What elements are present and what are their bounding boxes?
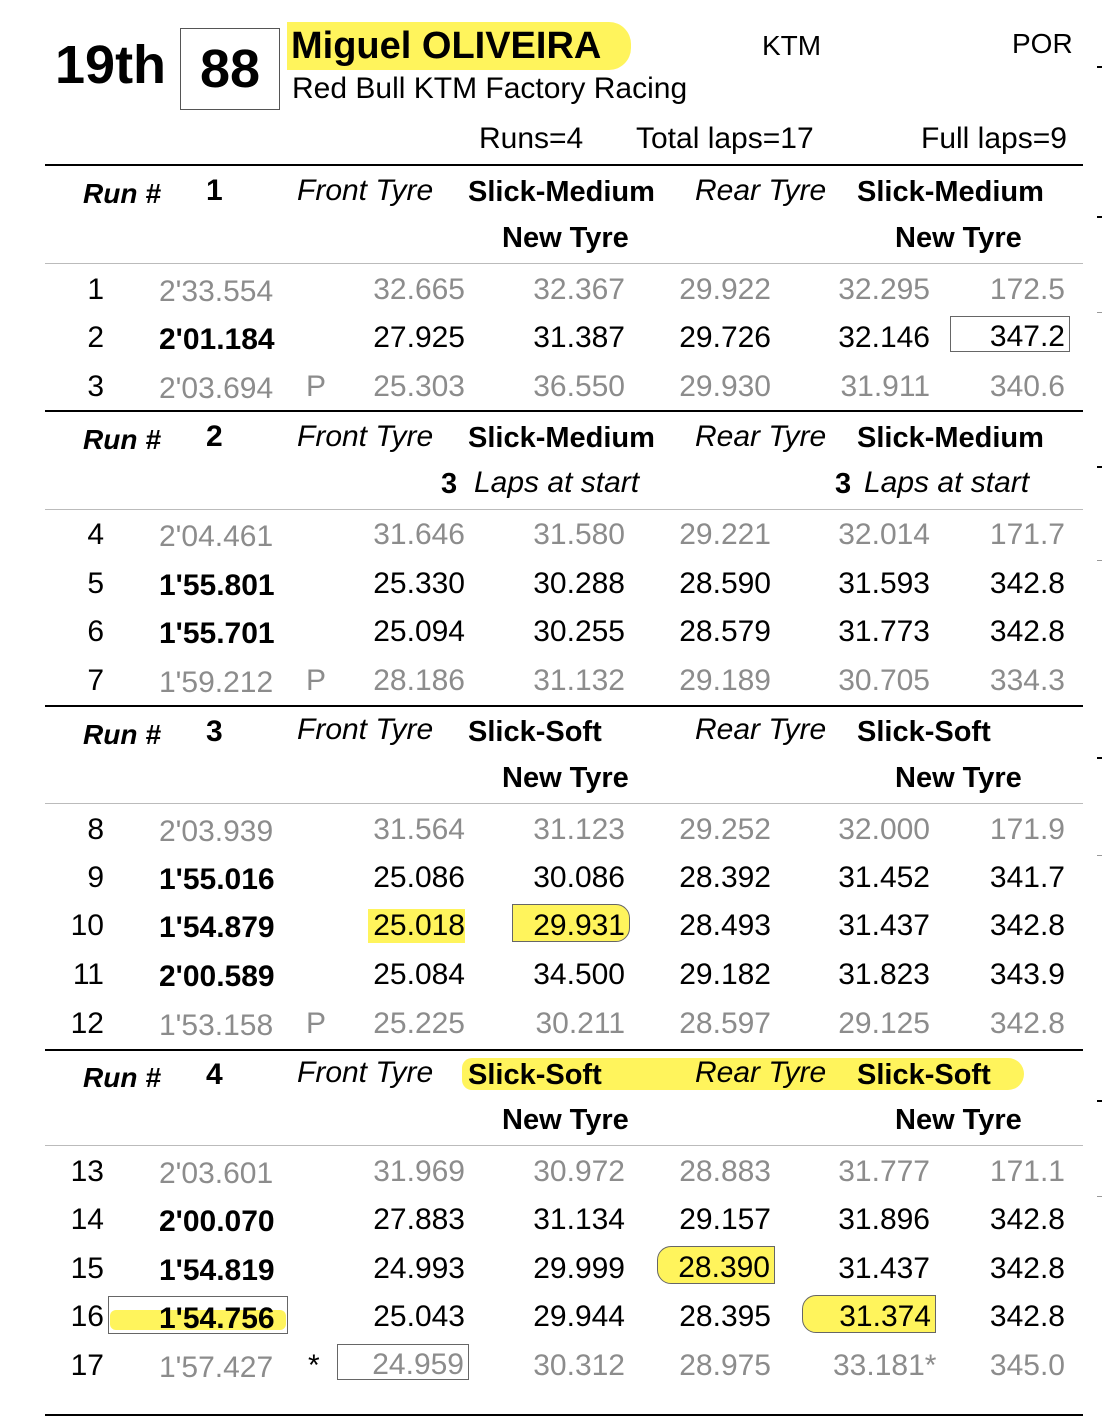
thin-divider	[45, 1145, 1083, 1146]
sector-1: 25.225	[373, 1007, 465, 1040]
edge-tick	[1097, 560, 1102, 561]
divider	[45, 164, 1083, 166]
lap-time: 2'03.694	[159, 372, 274, 405]
rear-tyre-compound: Slick-Soft	[857, 1059, 991, 1091]
lap-number: 12	[70, 1007, 104, 1040]
top-speed: 334.3	[989, 664, 1065, 697]
divider	[45, 410, 1083, 412]
sector-1: 28.186	[373, 664, 465, 697]
lap-time: 1'54.879	[159, 911, 275, 944]
top-speed: 340.6	[989, 370, 1065, 403]
lap-number: 16	[70, 1300, 104, 1333]
sector-4: 30.705	[838, 664, 930, 697]
thin-divider	[45, 803, 1083, 804]
sector-1: 25.330	[373, 567, 465, 600]
sector-4: 31.896	[838, 1203, 930, 1236]
front-tyre-label: Front Tyre	[297, 174, 434, 207]
run-number: 4	[206, 1058, 223, 1091]
sector-4: 32.000	[838, 813, 930, 846]
sector-3: 29.189	[679, 664, 771, 697]
run-label: Run #	[83, 1062, 161, 1093]
sector-4: 31.593	[838, 567, 930, 600]
lap-time: 2'03.939	[159, 815, 274, 848]
sector-4: 31.437	[838, 1252, 930, 1285]
sector-2: 30.255	[533, 615, 625, 648]
lap-number: 6	[87, 615, 104, 648]
divider	[45, 705, 1083, 707]
sector-1: 31.646	[373, 518, 465, 551]
sector-1: 27.883	[373, 1203, 465, 1236]
sector-3: 29.157	[679, 1203, 771, 1236]
front-tyre-status: Laps at start	[474, 466, 640, 499]
lap-time: 1'59.212	[159, 666, 274, 699]
top-speed: 342.8	[989, 909, 1065, 942]
sector-2: 29.999	[533, 1252, 625, 1285]
top-speed: 343.9	[989, 958, 1065, 991]
sector-2: 32.367	[533, 273, 625, 306]
sector-3: 29.252	[679, 813, 771, 846]
lap-time: 2'00.589	[159, 960, 275, 993]
lap-time: 2'00.070	[159, 1205, 275, 1238]
lap-number: 10	[70, 909, 104, 942]
top-speed: 342.8	[989, 1007, 1065, 1040]
sector-4: 32.295	[838, 273, 930, 306]
top-speed: 171.1	[989, 1155, 1065, 1188]
sector-1: 25.084	[373, 958, 465, 991]
sector-4: 31.437	[838, 909, 930, 942]
lap-number: 2	[87, 321, 104, 354]
sector-2: 36.550	[533, 370, 625, 403]
sector-4: 31.911	[840, 370, 930, 403]
sector-4: 31.777	[838, 1155, 930, 1188]
edge-tick	[1097, 855, 1102, 856]
runs-count: Runs=4	[479, 122, 584, 155]
run-number: 2	[206, 420, 223, 453]
rear-laps-at-start-count: 3	[835, 468, 852, 500]
lap-number: 13	[70, 1155, 104, 1188]
lap-number: 3	[87, 370, 104, 403]
run-label: Run #	[83, 424, 161, 455]
front-tyre-status: New Tyre	[502, 1104, 629, 1136]
top-speed: 342.8	[989, 1252, 1065, 1285]
team-name: Red Bull KTM Factory Racing	[292, 72, 688, 105]
sector-2: 29.931	[512, 904, 630, 942]
pit-marker: P	[306, 370, 327, 403]
lap-number: 9	[87, 861, 104, 894]
front-tyre-compound: Slick-Medium	[468, 176, 655, 208]
top-speed: 347.2	[950, 316, 1070, 352]
sector-4: 33.181*	[833, 1349, 937, 1382]
sector-4: 31.374	[802, 1295, 936, 1333]
classification-position: 19th	[55, 35, 167, 95]
pit-marker: P	[306, 664, 327, 697]
sector-2: 30.086	[533, 861, 625, 894]
sector-1: 25.043	[373, 1300, 465, 1333]
lap-number: 7	[87, 664, 104, 697]
lap-number: 4	[87, 518, 104, 551]
sector-4: 29.125	[838, 1007, 930, 1040]
front-tyre-label: Front Tyre	[297, 420, 434, 453]
sector-3: 28.392	[679, 861, 771, 894]
sector-3: 29.930	[679, 370, 771, 403]
front-tyre-label: Front Tyre	[297, 1056, 434, 1089]
top-speed: 341.7	[989, 861, 1065, 894]
sector-2: 31.123	[533, 813, 625, 846]
top-speed: 171.9	[989, 813, 1065, 846]
top-speed: 171.7	[989, 518, 1065, 551]
top-speed: 172.5	[989, 273, 1065, 306]
edge-tick	[1097, 216, 1102, 218]
sector-4: 32.146	[838, 321, 930, 354]
sector-2: 31.132	[533, 664, 625, 697]
rider-number: 88	[180, 28, 280, 110]
run-label: Run #	[83, 178, 161, 209]
sector-3: 29.221	[679, 518, 771, 551]
sector-1: 24.993	[373, 1252, 465, 1285]
edge-tick	[1097, 757, 1102, 759]
edge-tick	[1097, 1196, 1102, 1197]
front-tyre-status: New Tyre	[502, 222, 629, 254]
sector-1: 25.018	[368, 909, 465, 943]
sector-3: 28.975	[679, 1349, 771, 1382]
sector-4: 31.773	[838, 615, 930, 648]
rear-tyre-compound: Slick-Medium	[857, 176, 1044, 208]
sector-1: 32.665	[373, 273, 465, 306]
divider	[45, 1414, 1083, 1416]
sector-1: 25.086	[373, 861, 465, 894]
sector-3: 28.579	[679, 615, 771, 648]
lap-time: 1'55.801	[159, 569, 275, 602]
rear-tyre-label: Rear Tyre	[695, 420, 827, 453]
lap-time: 1'54.756	[159, 1302, 275, 1335]
sector-3: 28.883	[679, 1155, 771, 1188]
top-speed: 342.8	[989, 615, 1065, 648]
sector-1: 25.303	[373, 370, 465, 403]
sector-3: 29.726	[679, 321, 771, 354]
lap-time: 2'01.184	[159, 323, 275, 356]
sector-3: 28.590	[679, 567, 771, 600]
rear-tyre-status: New Tyre	[895, 762, 1022, 794]
sector-2: 29.944	[533, 1300, 625, 1333]
total-laps: Total laps=17	[636, 122, 814, 155]
full-laps: Full laps=9	[921, 122, 1067, 155]
rear-tyre-label: Rear Tyre	[695, 713, 827, 746]
lap-number: 15	[70, 1252, 104, 1285]
lap-number: 5	[87, 567, 104, 600]
sector-3: 28.395	[679, 1300, 771, 1333]
thin-divider	[45, 263, 1083, 264]
run-label: Run #	[83, 719, 161, 750]
edge-tick	[1097, 66, 1102, 68]
rear-tyre-label: Rear Tyre	[695, 1056, 827, 1089]
divider	[45, 1049, 1083, 1051]
sector-2: 30.288	[533, 567, 625, 600]
sector-3: 29.922	[679, 273, 771, 306]
sector-2: 31.580	[533, 518, 625, 551]
sector-3: 28.493	[679, 909, 771, 942]
sector-2: 31.387	[533, 321, 625, 354]
lap-time: 1'53.158	[159, 1009, 274, 1042]
top-speed: 345.0	[989, 1349, 1065, 1382]
manufacturer: KTM	[762, 30, 822, 61]
lap-number: 1	[87, 273, 104, 306]
edge-tick	[1097, 466, 1102, 468]
top-speed: 342.8	[989, 1203, 1065, 1236]
sector-1: 31.969	[373, 1155, 465, 1188]
front-tyre-status: New Tyre	[502, 762, 629, 794]
pit-marker: P	[306, 1007, 327, 1040]
lap-time: 2'03.601	[159, 1157, 274, 1190]
lap-time: 1'57.427	[159, 1351, 274, 1384]
edge-tick	[1097, 1100, 1102, 1102]
rear-tyre-status: Laps at start	[864, 466, 1030, 499]
lap-number: 8	[87, 813, 104, 846]
front-laps-at-start-count: 3	[441, 468, 458, 500]
sector-2: 30.972	[533, 1155, 625, 1188]
rider-name: Miguel OLIVEIRA	[287, 22, 631, 70]
sector-1: 25.094	[373, 615, 465, 648]
sector-4: 32.014	[838, 518, 930, 551]
lap-time: 1'55.701	[159, 617, 275, 650]
sector-2: 30.211	[535, 1007, 625, 1040]
sector-3: 28.597	[679, 1007, 771, 1040]
run-number: 1	[206, 174, 223, 207]
sector-3: 29.182	[679, 958, 771, 991]
star-marker: *	[308, 1349, 320, 1382]
lap-time: 1'55.016	[159, 863, 275, 896]
sector-3: 28.390	[657, 1246, 775, 1284]
rear-tyre-status: New Tyre	[895, 1104, 1022, 1136]
nation: POR	[1012, 28, 1073, 59]
edge-tick	[1097, 312, 1102, 313]
lap-time: 2'33.554	[159, 275, 274, 308]
lap-time: 1'54.819	[159, 1254, 275, 1287]
rear-tyre-label: Rear Tyre	[695, 174, 827, 207]
sector-1: 24.959	[337, 1344, 469, 1380]
top-speed: 342.8	[989, 567, 1065, 600]
front-tyre-compound: Slick-Medium	[468, 422, 655, 454]
rear-tyre-status: New Tyre	[895, 222, 1022, 254]
lap-time: 2'04.461	[159, 520, 274, 553]
sector-2: 31.134	[533, 1203, 625, 1236]
sector-4: 31.823	[838, 958, 930, 991]
sector-2: 30.312	[533, 1349, 625, 1382]
thin-divider	[45, 509, 1083, 510]
lap-number: 14	[70, 1203, 104, 1236]
sector-1: 31.564	[373, 813, 465, 846]
rear-tyre-compound: Slick-Medium	[857, 422, 1044, 454]
front-tyre-label: Front Tyre	[297, 713, 434, 746]
top-speed: 342.8	[989, 1300, 1065, 1333]
lap-number: 11	[72, 958, 104, 991]
front-tyre-compound: Slick-Soft	[468, 1059, 602, 1091]
lap-number: 17	[70, 1349, 104, 1382]
sector-2: 34.500	[533, 958, 625, 991]
front-tyre-compound: Slick-Soft	[468, 716, 602, 748]
run-number: 3	[206, 715, 223, 748]
sector-1: 27.925	[373, 321, 465, 354]
rear-tyre-compound: Slick-Soft	[857, 716, 991, 748]
sector-4: 31.452	[838, 861, 930, 894]
